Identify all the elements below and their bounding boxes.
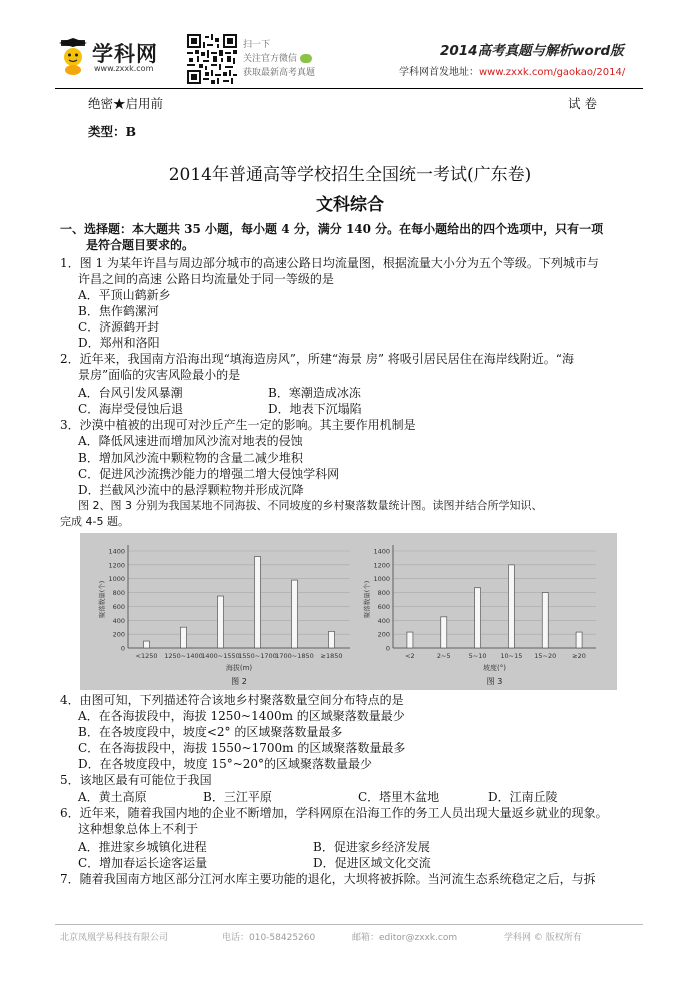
qr-caption-line: 获取最新高考真题 [243, 68, 316, 78]
fig3-ylabel: 聚落数量(个) [363, 580, 371, 619]
fig2-ytick-label: 0 [120, 644, 125, 653]
question-6-stem-cont: 这种想象总体上不利于 [78, 822, 199, 836]
question-6-option-d: D．促进区域文化交流 [313, 856, 431, 870]
fig3-bar [441, 617, 447, 648]
question-4-option-d: D．在各坡度段中，坡度 15°~20°的区域聚落数量最少 [78, 757, 373, 771]
figure-intro: 图 2、图 3 分别为我国某地不同海拔、不同坡度的乡村聚落数量统计图。读图并结合所学知识、 [78, 499, 543, 512]
fig3-xtick-label: 15~20 [534, 652, 557, 660]
fig2-ylabel: 聚落数量(个) [98, 580, 106, 619]
question-6-option-b: B．促进家乡经济发展 [313, 840, 430, 854]
fig2-xtick-label: 1550~1700 [238, 652, 277, 660]
fig3-xlabel: 坡度(°) [483, 664, 506, 672]
fig2-ytick-label: 1200 [108, 561, 125, 570]
fig3-xtick-label: 10~15 [500, 652, 523, 660]
fig2-ytick-label: 1000 [108, 575, 125, 584]
fig2-xtick-label: 1700~1850 [275, 652, 314, 660]
fig2-bar [144, 641, 150, 648]
fig3-ytick-label: 1000 [373, 575, 390, 584]
question-5-option-b: B．三江平原 [203, 790, 272, 804]
fig3-xtick-label: <2 [405, 652, 415, 660]
fig3-xtick-label: ≥20 [572, 652, 586, 660]
brand-title: 2014高考真题与解析word版 [440, 43, 624, 59]
question-7-stem: 7．随着我国南方地区部分江河水库主要功能的退化，大坝将被拆除。当河流生态系统稳定之后，与拆 [60, 872, 596, 886]
question-6-stem: 6．近年来，随着我国内地的企业不断增加，学科网原在沿海工作的务工人员出现大量返乡就业的现象。 [60, 806, 608, 820]
question-5-stem: 5．该地区最有可能位于我国 [60, 773, 212, 787]
fig3-xtick-label: 2~5 [436, 652, 451, 660]
question-1-stem-cont: 许昌之间的高速 公路日均流量处于同一等级的是 [78, 272, 334, 286]
qr-caption-line: 关注官方微信 [243, 52, 315, 66]
fig2-bar [292, 580, 298, 648]
page-footer [0, 924, 700, 964]
qr-caption-line: 扫一下 [243, 40, 271, 50]
fig2-xtick-label: <1250 [135, 652, 158, 660]
question-1-option-a: A．平顶山鹤新乡 [78, 288, 171, 302]
question-1-stem: 1．图 1 为某年许昌与周边部分城市的高速公路日均流量图，根据流量大小分为五个等级。下列城市与 [60, 256, 599, 270]
figures-svg [80, 533, 617, 690]
subject-title: 文科综合 [316, 195, 384, 215]
question-4-option-a: A．在各海拔段中，海拔 1250~1400m 的区域聚落数量最少 [78, 709, 405, 723]
logo-url: www.zxxk.com [94, 64, 154, 73]
question-4-option-c: C．在各海拔段中，海拔 1550~1700m 的区域聚落数量最多 [78, 741, 406, 755]
question-5-option-d: D．江南丘陵 [488, 790, 558, 804]
section-heading-cont: 是符合题目要求的。 [86, 238, 195, 252]
fig2-bar [329, 631, 335, 648]
secret-label: 绝密★启用前 [88, 96, 164, 111]
fig3-caption: 图 3 [486, 677, 503, 686]
question-5-option-c: C．塔里木盆地 [358, 790, 440, 804]
fig2-bar [181, 627, 187, 648]
page-header [0, 0, 700, 92]
page-title: 2014年普通高等学校招生全国统一考试(广东卷) [168, 165, 532, 185]
question-1-option-b: B．焦作鹤漯河 [78, 304, 159, 318]
mascot-icon [58, 38, 88, 76]
fig3-ytick-label: 200 [377, 630, 390, 639]
brand-url [399, 63, 625, 78]
fig2-xtick-label: ≥1850 [320, 652, 343, 660]
question-2-stem-cont: 景房”面临的灾害风险最小的是 [78, 368, 241, 382]
question-3-option-b: B．增加风沙流中颗粒物的含量二减少堆积 [78, 451, 303, 465]
figure-intro-cont: 完成 4-5 题。 [60, 515, 129, 528]
question-1-option-c: C．济源鹤开封 [78, 320, 160, 334]
question-6-option-a: A．推进家乡城镇化进程 [78, 840, 207, 854]
wechat-icon [300, 54, 312, 63]
question-2-option-c: C．海岸受侵蚀后退 [78, 402, 184, 416]
fig2-xtick-label: 1250~1400 [164, 652, 203, 660]
brand-url-link[interactable]: www.zxxk.com/gaokao/2014/ [479, 67, 626, 78]
fig3-ytick-label: 1200 [373, 561, 390, 570]
site-logo[interactable] [58, 36, 168, 80]
fig2-xtick-label: 1400~1550 [201, 652, 240, 660]
brand-url-label: 学科网首发地址： [399, 67, 479, 78]
fig2-bar [255, 557, 261, 648]
footer-company: 北京凤凰学易科技有限公司 [60, 933, 169, 943]
question-1-option-d: D．郑州和洛阳 [78, 336, 160, 350]
fig3-bar [576, 632, 582, 648]
fig2-caption: 图 2 [231, 677, 247, 686]
paper-label: 试 卷 [568, 96, 597, 111]
question-2-option-d: D．地表下沉塌陷 [268, 402, 362, 416]
fig2-ytick-label: 1400 [108, 547, 125, 556]
question-2-stem: 2．近年来，我国南方沿海出现“填海造房风”，所建“海景 房” 将吸引居民居住在海岸线附近。“海 [60, 352, 574, 366]
fig3-ytick-label: 0 [385, 644, 390, 653]
fig2-ytick-label: 800 [112, 589, 125, 598]
footer-phone: 电话：010-58425260 [222, 933, 316, 943]
question-3-option-c: C．促进风沙流携沙能力的增强二增大侵蚀学科网 [78, 467, 340, 481]
question-2-option-b: B．寒潮造成冰冻 [268, 386, 361, 400]
fig2-ytick-label: 400 [112, 616, 125, 625]
footer-email[interactable]: 邮箱：editor@zxxk.com [352, 933, 458, 943]
fig3-bar [407, 632, 413, 648]
fig3-xtick-label: 5~10 [468, 652, 487, 660]
footer-copyright: 学科网 © 版权所有 [504, 933, 582, 943]
question-5-option-a: A．黄土高原 [78, 790, 147, 804]
fig2-ytick-label: 600 [112, 602, 125, 611]
fig3-ytick-label: 600 [377, 602, 390, 611]
fig2-xlabel: 海拔(m) [225, 664, 253, 672]
fig3-ytick-label: 1400 [373, 547, 390, 556]
qr-caption [243, 38, 315, 80]
logo-text: 学科网 [92, 42, 158, 66]
question-6-option-c: C．增加春运长途客运量 [78, 856, 208, 870]
question-3-stem: 3．沙漠中植被的出现可对沙丘产生一定的影响。其主要作用机制是 [60, 418, 416, 432]
fig3-ytick-label: 400 [377, 616, 390, 625]
question-3-option-a: A．降低风速进而增加风沙流对地表的侵蚀 [78, 434, 303, 448]
header-divider [55, 88, 643, 89]
type-label: 类型：B [88, 124, 137, 139]
fig3-ytick-label: 800 [377, 589, 390, 598]
qr-code-icon [187, 34, 237, 84]
fig2-bar [218, 596, 224, 648]
section-heading: 一、选择题：本大题共 35 小题，每小题 4 分，满分 140 分。在每小题给出的四个选项中，只有一项 [60, 222, 604, 236]
fig3-bar [542, 593, 548, 648]
fig2-ytick-label: 200 [112, 630, 125, 639]
fig3-bar [475, 588, 481, 648]
question-2-option-a: A．台风引发风暴潮 [78, 386, 183, 400]
figures-2-3 [80, 533, 617, 690]
question-4-stem: 4．由图可知，下列描述符合该地乡村聚落数量空间分布特点的是 [60, 693, 404, 707]
question-3-option-d: D．拦截风沙流中的悬浮颗粒物并形成沉降 [78, 483, 304, 497]
footer-divider [55, 924, 643, 925]
question-4-option-b: B．在各坡度段中，坡度<2° 的区域聚落数量最多 [78, 725, 343, 739]
fig3-bar [508, 565, 514, 648]
